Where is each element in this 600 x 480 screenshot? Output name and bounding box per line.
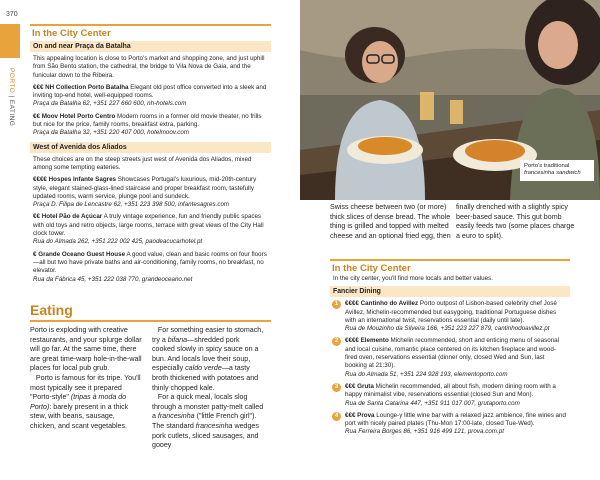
hotel-box: [30, 24, 271, 296]
hotel-desc: Modern rooms in a former old movie theater, no frills but nice for the price, family rooms, breakfast extra, parking.: [33, 112, 262, 129]
box-title: In the City Center: [332, 263, 411, 274]
map-number-badge: 3: [332, 383, 341, 392]
map-number-badge: 4: [332, 412, 341, 421]
right-column-2: finally drenched with a slightly spicy beer-based sauce. This gut bomb easily feeds two (some places charge a euro to split).: [456, 203, 575, 240]
right-column-1: Swiss cheese between two (or more) thick slices of dense bread. The whole thing is grilled and topped with melted cheese and an optional fried egg, then: [330, 203, 451, 240]
chapter-tab: [0, 24, 20, 58]
photo-caption-line-1: Porto's traditional: [524, 163, 570, 169]
map-number-badge: 2: [332, 337, 341, 346]
hotel-name: €€€ NH Collection Porto Batalha: [33, 83, 129, 91]
hotel-address: Rua da Fábrica 45, +351 222 038 770, grandeoceano.net: [33, 275, 193, 283]
paragraph: Porto is famous for its tripe. You'll most typically see it prepared "Porto-style" (tripas à moda do Porto): barely present in a thick stew, with beans, sausage, chicken, and scant vegetables.: [30, 373, 141, 430]
hotel-name: € Grande Oceano Guest House: [33, 250, 126, 258]
paragraph: Porto is exploding with creative restaurants, and your splurge dollar will go far. At the same time, there are great time-warp hole-in-the-wall places for local pub grub.: [30, 326, 142, 373]
restaurant-name: €€€ Prova: [345, 411, 375, 419]
box-intro: In the city center, you'll find more locals and better values.: [333, 275, 493, 282]
restaurant-name: €€€ Gruta: [345, 382, 374, 390]
running-head-divider: |: [8, 95, 15, 98]
hotel-desc: A good value, clean and basic rooms on four floors—all but two have private baths and air-conditioning, family rooms, no breakfast, no elevator.: [33, 250, 267, 275]
restaurant-address: Rua do Almada 51, +351 224 928 193, elementoporto.com: [345, 370, 508, 378]
hotel-entry: [30, 113, 271, 138]
hotel-name: €€ Moov Hotel Porto Centro: [33, 112, 116, 120]
restaurant-desc: Michelin recommended, short and enticing menu of seasonal and local cuisine, romantic place centered on its kitchen fireplace and wood-fired oven, reservations essential (dinner only, closed Wed and Sun, last booking at 21:30).: [345, 337, 560, 370]
hotel-desc: A truly vintage experience, fun and friendly public spaces with old toys and retro objects, large rooms, terrace with great views of the City Hall clock tower.: [33, 213, 264, 238]
dining-box: [330, 259, 570, 441]
hotel-entry: [30, 84, 271, 109]
restaurant-entry: [330, 383, 570, 408]
section-intro: This appealing location is close to Porto's market and shopping zone, and just uphill from São Bento station, the cathedral, the bridge to Vila Nova de Gaia, and the funicular down to the Ribeira.: [33, 55, 265, 79]
map-number-badge: 1: [332, 300, 341, 309]
hotel-address: Rua do Almada 262, +351 222 002 425, paodeacucarhotel.pt: [33, 238, 203, 246]
restaurant-desc: Michelin recommended, all about fish, modern dining room with a happy minimalist vibe, reservations essential (closed Sun and Mon).: [345, 382, 556, 399]
restaurant-entry: [330, 412, 570, 437]
running-head-section: PORTO: [8, 68, 15, 94]
hotel-entry: [30, 251, 271, 284]
restaurant-desc: Lounge-y little wine bar with a relaxed jazz ambience, fine wines and port with nicely paired plates (Thu-Mon 17:00-late, closed Tue-Wed).: [345, 411, 566, 428]
hotel-desc: Elegant old post office converted into a sleek and inviting top-end hotel, well-equipped rooms.: [33, 83, 267, 100]
photo-caption: [520, 160, 594, 181]
eating-column-1: [30, 326, 142, 432]
section-heading-aliados: West of Avenida dos Aliados: [30, 142, 271, 153]
photo-caption-line-2: francesinha sandwich: [524, 170, 581, 177]
hotel-entry: [30, 213, 271, 246]
paragraph: For something easier to stomach, try a bifana—shredded pork cooked slowly in spicy sauce on a bun. And locals love their soup, especially caldo verde—a tasty broth thickened with potatoes and thinly chopped kale.: [152, 326, 264, 392]
page-number: 370: [6, 11, 18, 18]
hotel-desc: Showcases Portugal's luxurious, mid-20th-century style, elegant stained-glass-lined staircase and proper breakfast room, tastefully updated rooms, warm service, plunge pool and sundeck.: [33, 176, 257, 200]
restaurant-name: €€€€ Elemento: [345, 337, 389, 345]
hotel-address: Praça da Batalha 32, +351 220 407 000, hotelmoov.com: [33, 129, 190, 137]
restaurant-address: Rua Ferreira Borges 86, +351 916 499 121, prova.com.pt: [345, 428, 504, 436]
restaurant-entry: [330, 337, 570, 378]
running-head: [6, 68, 16, 138]
restaurant-desc: Porto outpost of Lisbon-based celebrity chef José Avillez, Michelin-recommended but easygoing, traditional Portuguese dishes with an international twist, reservations essential (daily until late).: [345, 300, 557, 324]
eating-heading: Eating: [30, 302, 271, 322]
restaurant-entry: [330, 300, 570, 333]
box-title: In the City Center: [32, 28, 111, 39]
hotel-address: Praça da Batalha 62, +351 227 660 600, nh-hotels.com: [33, 100, 187, 108]
restaurant-address: Rua de Mouzinho da Silveira 166, +351 223 227 879, cantinhodoavillez.pt: [345, 325, 550, 333]
running-head-chapter: EATING: [8, 99, 15, 127]
hotel-name: €€€€ Hospes Infante Sagres: [33, 176, 117, 184]
fancier-dining-heading: Fancier Dining: [330, 286, 570, 297]
hotel-address: Praça D. Filipa de Lencastre 62, +351 223 398 500, infantesagres.com: [33, 201, 230, 209]
hotel-entry: [30, 176, 271, 209]
paragraph: For a quick meal, locals slog through a monster patty-melt called a francesinha ("little French girl"). The standard francesinha wedges pork cutlets, sliced sausages, and gooey: [152, 393, 264, 450]
restaurant-address: Rua de Santa Catarina 447, +351 911 017 007, grutaporto.com: [345, 399, 520, 407]
section-intro: These choices are on the steep streets just west of Avenida dos Aliados, mixed among some tempting eateries.: [33, 155, 252, 171]
section-heading-batalha: On and near Praça da Batalha: [30, 41, 271, 52]
restaurant-name: €€€€ Cantinho do Avillez: [345, 300, 419, 308]
eating-column-2: [152, 326, 264, 451]
hotel-name: €€ Hotel Pão de Açúcar: [33, 213, 103, 221]
